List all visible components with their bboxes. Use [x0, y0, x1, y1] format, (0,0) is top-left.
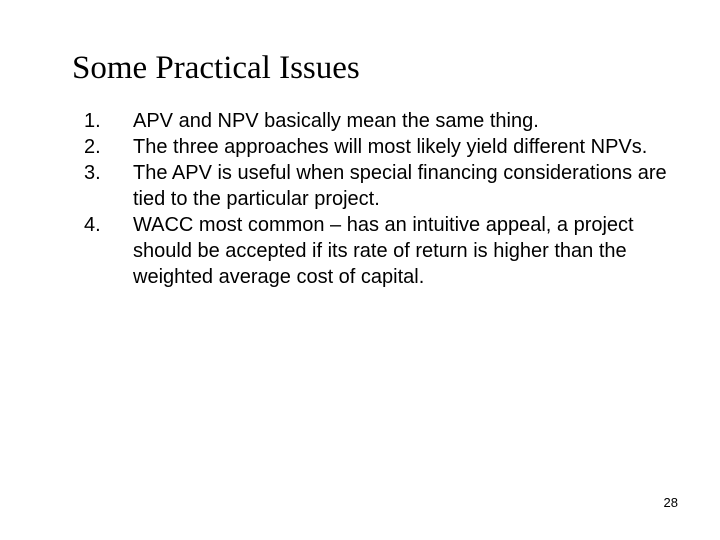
- page-number: 28: [663, 495, 678, 510]
- list-item: [84, 134, 694, 160]
- slide-title: Some Practical Issues: [72, 50, 360, 86]
- list-item-text: The APV is useful when special financing considerations are tied to the particular project.: [133, 162, 667, 210]
- list-item-number: 1.: [84, 110, 101, 132]
- list-item: [84, 160, 694, 212]
- list-item-number: 3.: [84, 162, 101, 184]
- list-item: [84, 212, 694, 290]
- list-item-text: APV and NPV basically mean the same thing.: [133, 110, 539, 132]
- list-item-number: 2.: [84, 136, 101, 158]
- list-item-number: 4.: [84, 214, 101, 236]
- list-item-text: WACC most common – has an intuitive appeal, a project should be accepted if its rate of return is higher than the weighted average cost of capital.: [133, 214, 634, 288]
- issues-list: [84, 108, 694, 290]
- list-item: [84, 108, 694, 134]
- list-item-text: The three approaches will most likely yield different NPVs.: [133, 136, 648, 158]
